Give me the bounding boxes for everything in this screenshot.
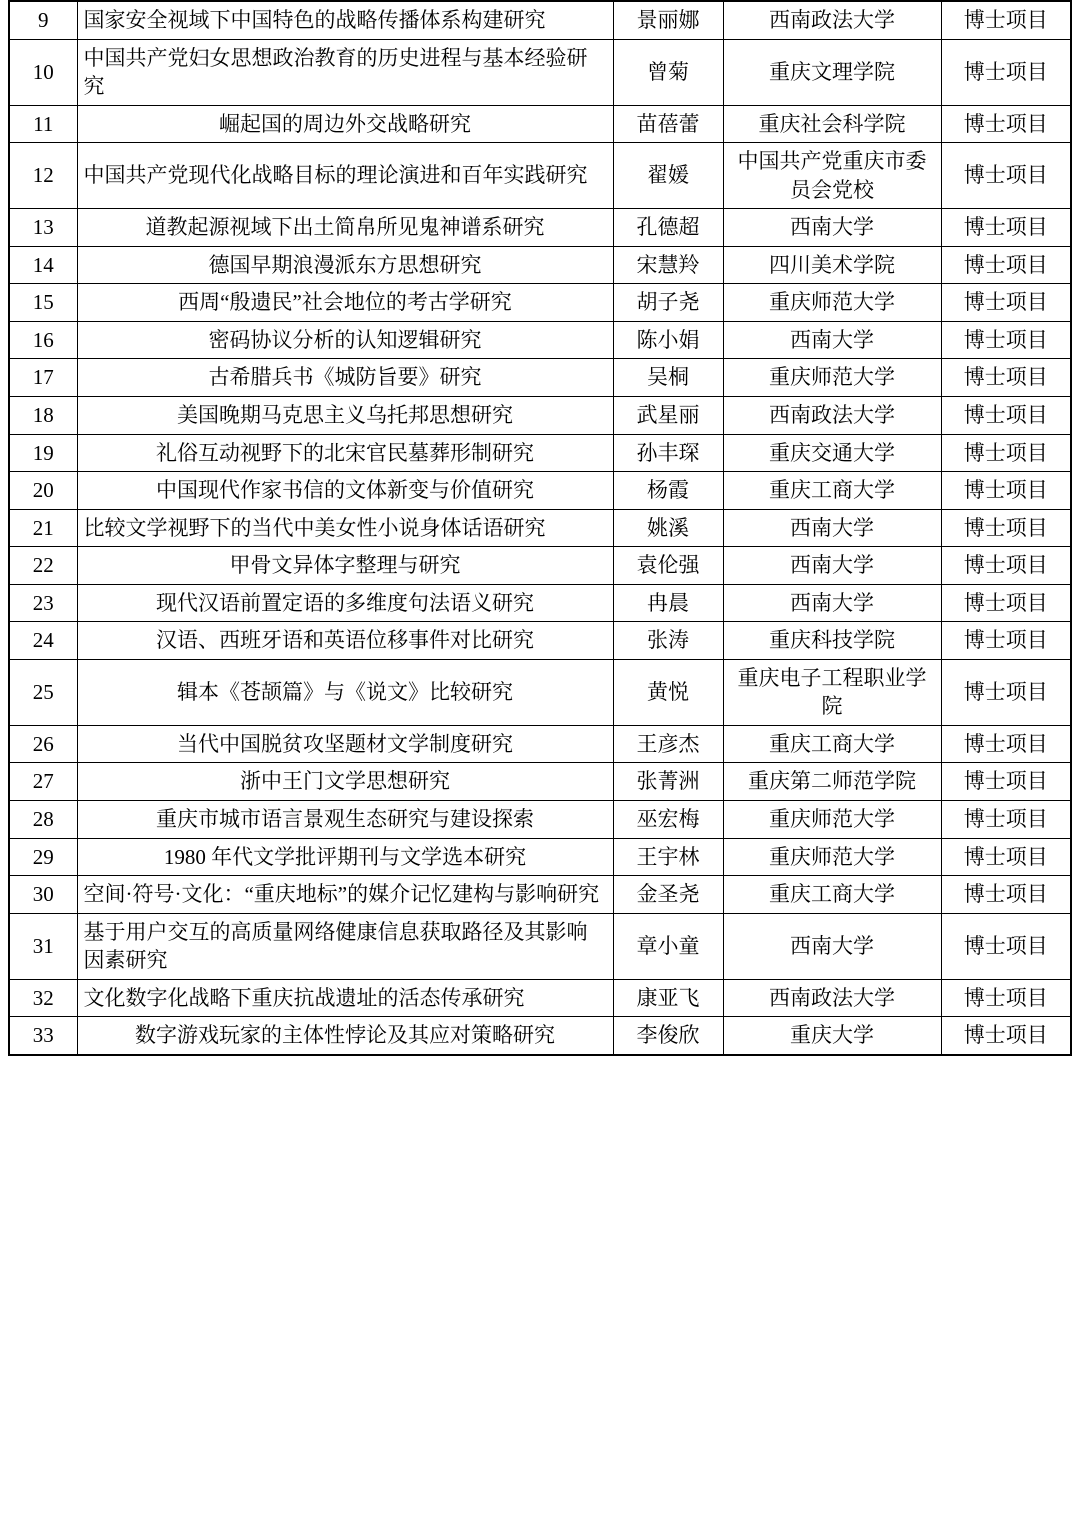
table-row bbox=[9, 725, 1071, 763]
cell-organization: 重庆师范大学 bbox=[723, 284, 941, 322]
cell-person: 景丽娜 bbox=[613, 1, 723, 39]
cell-project-title: 礼俗互动视野下的北宋官民墓葬形制研究 bbox=[77, 434, 613, 472]
cell-person: 张菁洲 bbox=[613, 763, 723, 801]
cell-organization: 重庆师范大学 bbox=[723, 838, 941, 876]
cell-organization: 重庆工商大学 bbox=[723, 876, 941, 914]
cell-person: 冉晨 bbox=[613, 584, 723, 622]
cell-project-title: 重庆市城市语言景观生态研究与建设探索 bbox=[77, 801, 613, 839]
cell-organization: 重庆工商大学 bbox=[723, 725, 941, 763]
cell-project-type: 博士项目 bbox=[941, 434, 1071, 472]
table-row bbox=[9, 509, 1071, 547]
cell-organization: 西南政法大学 bbox=[723, 979, 941, 1017]
cell-organization: 重庆电子工程职业学院 bbox=[723, 659, 941, 725]
cell-person: 孙丰琛 bbox=[613, 434, 723, 472]
cell-organization: 重庆社会科学院 bbox=[723, 105, 941, 143]
cell-project-type: 博士项目 bbox=[941, 321, 1071, 359]
cell-index: 19 bbox=[9, 434, 77, 472]
cell-index: 14 bbox=[9, 246, 77, 284]
table-row bbox=[9, 397, 1071, 435]
cell-person: 章小童 bbox=[613, 913, 723, 979]
cell-project-type: 博士项目 bbox=[941, 913, 1071, 979]
table-row bbox=[9, 1, 1071, 39]
cell-project-type: 博士项目 bbox=[941, 763, 1071, 801]
cell-person: 金圣尧 bbox=[613, 876, 723, 914]
cell-project-title: 中国共产党现代化战略目标的理论演进和百年实践研究 bbox=[77, 143, 613, 209]
table-row bbox=[9, 763, 1071, 801]
table-row bbox=[9, 584, 1071, 622]
cell-person: 王彦杰 bbox=[613, 725, 723, 763]
cell-organization: 重庆科技学院 bbox=[723, 622, 941, 660]
cell-project-type: 博士项目 bbox=[941, 622, 1071, 660]
table-row bbox=[9, 143, 1071, 209]
cell-person: 武星丽 bbox=[613, 397, 723, 435]
cell-index: 22 bbox=[9, 547, 77, 585]
cell-person: 康亚飞 bbox=[613, 979, 723, 1017]
cell-project-type: 博士项目 bbox=[941, 143, 1071, 209]
table-row bbox=[9, 801, 1071, 839]
cell-project-title: 空间·符号·文化：“重庆地标”的媒介记忆建构与影响研究 bbox=[77, 876, 613, 914]
cell-person: 孔德超 bbox=[613, 209, 723, 247]
cell-project-type: 博士项目 bbox=[941, 876, 1071, 914]
table-row bbox=[9, 838, 1071, 876]
cell-index: 11 bbox=[9, 105, 77, 143]
cell-person: 张涛 bbox=[613, 622, 723, 660]
cell-index: 10 bbox=[9, 39, 77, 105]
cell-project-title: 中国共产党妇女思想政治教育的历史进程与基本经验研究 bbox=[77, 39, 613, 105]
cell-index: 18 bbox=[9, 397, 77, 435]
cell-person: 苗蓓蕾 bbox=[613, 105, 723, 143]
cell-index: 26 bbox=[9, 725, 77, 763]
cell-project-title: 中国现代作家书信的文体新变与价值研究 bbox=[77, 472, 613, 510]
cell-project-type: 博士项目 bbox=[941, 472, 1071, 510]
cell-organization: 西南大学 bbox=[723, 209, 941, 247]
cell-project-title: 现代汉语前置定语的多维度句法语义研究 bbox=[77, 584, 613, 622]
cell-person: 巫宏梅 bbox=[613, 801, 723, 839]
cell-project-type: 博士项目 bbox=[941, 209, 1071, 247]
cell-project-title: 密码协议分析的认知逻辑研究 bbox=[77, 321, 613, 359]
cell-project-type: 博士项目 bbox=[941, 547, 1071, 585]
cell-project-title: 德国早期浪漫派东方思想研究 bbox=[77, 246, 613, 284]
cell-index: 24 bbox=[9, 622, 77, 660]
cell-project-title: 辑本《苍颉篇》与《说文》比较研究 bbox=[77, 659, 613, 725]
cell-project-type: 博士项目 bbox=[941, 979, 1071, 1017]
cell-project-title: 浙中王门文学思想研究 bbox=[77, 763, 613, 801]
cell-organization: 西南大学 bbox=[723, 547, 941, 585]
cell-project-type: 博士项目 bbox=[941, 246, 1071, 284]
cell-organization: 四川美术学院 bbox=[723, 246, 941, 284]
cell-project-title: 古希腊兵书《城防旨要》研究 bbox=[77, 359, 613, 397]
cell-project-title: 当代中国脱贫攻坚题材文学制度研究 bbox=[77, 725, 613, 763]
cell-project-type: 博士项目 bbox=[941, 397, 1071, 435]
table-row bbox=[9, 359, 1071, 397]
table-row bbox=[9, 659, 1071, 725]
cell-project-title: 美国晚期马克思主义乌托邦思想研究 bbox=[77, 397, 613, 435]
cell-index: 32 bbox=[9, 979, 77, 1017]
table-row bbox=[9, 472, 1071, 510]
cell-project-title: 文化数字化战略下重庆抗战遗址的活态传承研究 bbox=[77, 979, 613, 1017]
cell-project-type: 博士项目 bbox=[941, 584, 1071, 622]
cell-index: 17 bbox=[9, 359, 77, 397]
cell-index: 9 bbox=[9, 1, 77, 39]
cell-person: 胡子尧 bbox=[613, 284, 723, 322]
cell-person: 陈小娟 bbox=[613, 321, 723, 359]
cell-index: 13 bbox=[9, 209, 77, 247]
table-row bbox=[9, 209, 1071, 247]
table-row bbox=[9, 246, 1071, 284]
cell-project-title: 1980 年代文学批评期刊与文学选本研究 bbox=[77, 838, 613, 876]
table-row bbox=[9, 876, 1071, 914]
cell-organization: 重庆工商大学 bbox=[723, 472, 941, 510]
table-row bbox=[9, 434, 1071, 472]
cell-index: 30 bbox=[9, 876, 77, 914]
cell-organization: 西南政法大学 bbox=[723, 1, 941, 39]
cell-person: 李俊欣 bbox=[613, 1017, 723, 1055]
table-body bbox=[9, 1, 1071, 1055]
cell-project-type: 博士项目 bbox=[941, 359, 1071, 397]
cell-project-title: 基于用户交互的高质量网络健康信息获取路径及其影响因素研究 bbox=[77, 913, 613, 979]
cell-index: 20 bbox=[9, 472, 77, 510]
cell-organization: 重庆师范大学 bbox=[723, 359, 941, 397]
cell-person: 王宇林 bbox=[613, 838, 723, 876]
table-row bbox=[9, 622, 1071, 660]
table-row bbox=[9, 547, 1071, 585]
cell-index: 33 bbox=[9, 1017, 77, 1055]
cell-index: 27 bbox=[9, 763, 77, 801]
cell-project-title: 甲骨文异体字整理与研究 bbox=[77, 547, 613, 585]
cell-project-title: 汉语、西班牙语和英语位移事件对比研究 bbox=[77, 622, 613, 660]
cell-organization: 西南大学 bbox=[723, 913, 941, 979]
cell-person: 宋慧羚 bbox=[613, 246, 723, 284]
cell-person: 翟媛 bbox=[613, 143, 723, 209]
cell-project-title: 数字游戏玩家的主体性悖论及其应对策略研究 bbox=[77, 1017, 613, 1055]
cell-index: 29 bbox=[9, 838, 77, 876]
cell-project-type: 博士项目 bbox=[941, 1017, 1071, 1055]
cell-person: 曾菊 bbox=[613, 39, 723, 105]
cell-index: 23 bbox=[9, 584, 77, 622]
cell-project-type: 博士项目 bbox=[941, 1, 1071, 39]
cell-project-type: 博士项目 bbox=[941, 838, 1071, 876]
cell-index: 16 bbox=[9, 321, 77, 359]
cell-index: 15 bbox=[9, 284, 77, 322]
cell-index: 31 bbox=[9, 913, 77, 979]
cell-project-title: 比较文学视野下的当代中美女性小说身体话语研究 bbox=[77, 509, 613, 547]
cell-organization: 西南大学 bbox=[723, 509, 941, 547]
cell-index: 21 bbox=[9, 509, 77, 547]
cell-person: 吴桐 bbox=[613, 359, 723, 397]
cell-project-type: 博士项目 bbox=[941, 284, 1071, 322]
cell-organization: 西南政法大学 bbox=[723, 397, 941, 435]
project-list-table bbox=[8, 0, 1072, 1056]
table-row bbox=[9, 321, 1071, 359]
cell-index: 25 bbox=[9, 659, 77, 725]
cell-project-title: 道教起源视域下出土简帛所见鬼神谱系研究 bbox=[77, 209, 613, 247]
cell-project-title: 国家安全视域下中国特色的战略传播体系构建研究 bbox=[77, 1, 613, 39]
cell-project-title: 崛起国的周边外交战略研究 bbox=[77, 105, 613, 143]
cell-index: 12 bbox=[9, 143, 77, 209]
cell-organization: 中国共产党重庆市委员会党校 bbox=[723, 143, 941, 209]
cell-organization: 重庆文理学院 bbox=[723, 39, 941, 105]
cell-project-type: 博士项目 bbox=[941, 105, 1071, 143]
cell-organization: 重庆师范大学 bbox=[723, 801, 941, 839]
table-row bbox=[9, 39, 1071, 105]
cell-organization: 西南大学 bbox=[723, 584, 941, 622]
table-row bbox=[9, 1017, 1071, 1055]
cell-person: 黄悦 bbox=[613, 659, 723, 725]
cell-organization: 重庆大学 bbox=[723, 1017, 941, 1055]
cell-organization: 西南大学 bbox=[723, 321, 941, 359]
cell-project-title: 西周“殷遗民”社会地位的考古学研究 bbox=[77, 284, 613, 322]
cell-project-type: 博士项目 bbox=[941, 39, 1071, 105]
cell-organization: 重庆交通大学 bbox=[723, 434, 941, 472]
cell-project-type: 博士项目 bbox=[941, 801, 1071, 839]
table-row bbox=[9, 105, 1071, 143]
cell-organization: 重庆第二师范学院 bbox=[723, 763, 941, 801]
cell-person: 杨霞 bbox=[613, 472, 723, 510]
cell-person: 袁伦强 bbox=[613, 547, 723, 585]
cell-project-type: 博士项目 bbox=[941, 725, 1071, 763]
table-row bbox=[9, 913, 1071, 979]
cell-project-type: 博士项目 bbox=[941, 509, 1071, 547]
cell-index: 28 bbox=[9, 801, 77, 839]
table-row bbox=[9, 284, 1071, 322]
cell-project-type: 博士项目 bbox=[941, 659, 1071, 725]
cell-person: 姚溪 bbox=[613, 509, 723, 547]
table-row bbox=[9, 979, 1071, 1017]
